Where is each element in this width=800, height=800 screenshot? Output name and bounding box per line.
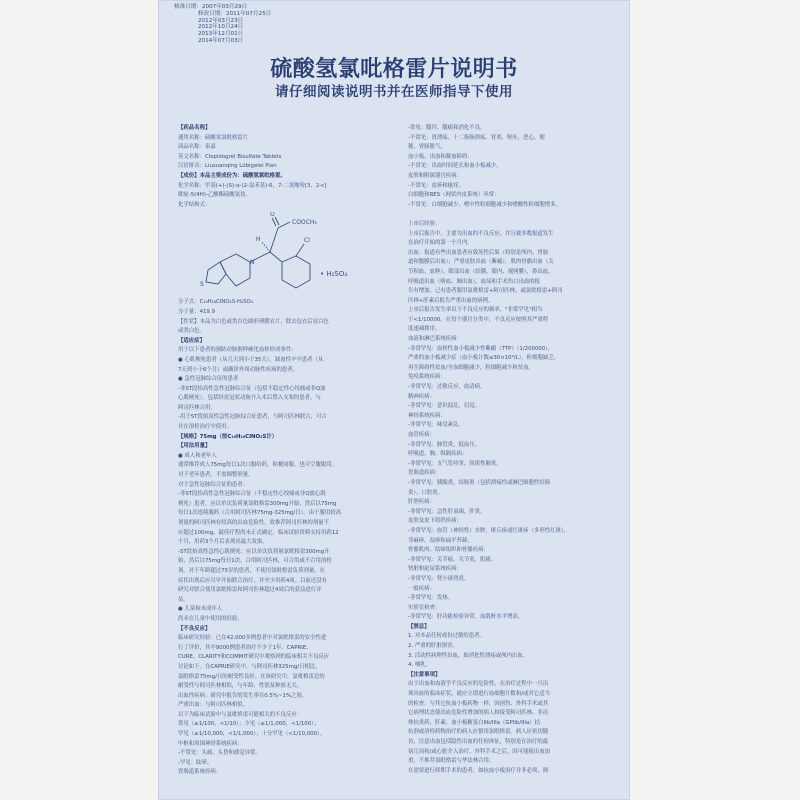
text-line: 骨骼肌肉、结缔组织和骨骼疾病： xyxy=(408,547,489,554)
text-line: 道和腹膜后出血）；严重皮肤出血（紫癜），肌肉骨骼出血（关 xyxy=(408,259,554,266)
text-line: 1. 对本品任何成份过敏的患者。 xyxy=(408,633,485,640)
text-line: 讨论如下。在CAPRIE研究中，与阿司匹林325mg/日相比， xyxy=(178,663,321,670)
text-line: 化学名称：甲基(+)-(S)-α-(2-氯苯基)-6，7-二氢噻吩[3，2-c] xyxy=(178,182,327,189)
text-line: 上市后报告发生率以下不良反应的频率，"非常罕见"相当 xyxy=(408,307,543,314)
text-line: 中枢和周围神经系统疾病： xyxy=(178,740,243,747)
text-line: 或类白色。 xyxy=(178,328,205,335)
text-line: 研究对联合使用氯吡格雷和阿司匹林超过4周后的获益进行评 xyxy=(178,587,322,594)
text-line: 再生障碍性贫血/全血细胞减少，粒细胞减少和贫血。 xyxy=(408,364,534,371)
text-line: 胃肠道疾病： xyxy=(408,470,441,477)
text-line: 胃肠道系统疾病： xyxy=(178,769,222,776)
text-line: -非常罕见：血栓性血小板减少性紫癜（TTP）（1/200000）， xyxy=(408,345,554,352)
text-line: 以下为临床试验中与氯吡格雷可能相关的不良反应： xyxy=(178,711,302,718)
text-line: 匹林+肝素后报告严重出血的病例。 xyxy=(408,297,494,304)
text-line: 行了评价，其中9000例患者治疗不少于1年。CAPRIE、 xyxy=(178,644,312,651)
text-line: 临床研究经验：已在42,000多例患者中对氯吡格雷的安全性进 xyxy=(178,635,327,642)
text-line: 严重的血小板减少症（血小板计数≤30×10⁹/L），粒细胞缺乏， xyxy=(408,355,560,362)
text-line: 吡啶-5(4H)-乙酸酯硫酸氢盐。 xyxy=(178,192,251,199)
text-line: 【性状】本品为白色或类白色圆形薄膜衣片，除去包衣后显白色 xyxy=(178,318,329,325)
text-line: 氯吡格雷75mg/日的耐受性良好。在该研究中，氯吡格雷总的 xyxy=(178,673,325,680)
document-subtitle: 请仔细阅读说明书并在医师指导下使用 xyxy=(275,84,513,100)
chemical-structure xyxy=(178,212,390,296)
text-line: -非常罕见：意识混乱，幻觉。 xyxy=(408,403,481,410)
text-line: 阿司匹林合用。 xyxy=(178,404,216,411)
text-line: 通常推荐成人75mg每日1次口服给药，和餐同服，也可空腹服用。 xyxy=(178,462,338,469)
text-line: -用于ST段抬高性急性冠脉综合征患者，与阿司匹林联合，可合 xyxy=(178,414,327,421)
text-line: 出血性疾病：研究中报告的发生率在0.5%~1%之间。 xyxy=(178,692,308,699)
section-heading: 【规格】75mg（按C₁₆H₁₆ClNO₂S计） xyxy=(178,433,278,440)
text-line: -常见：腹泻、腹痛和消化不良。 xyxy=(408,125,486,131)
text-line: -非常罕见：肝功能检验异常，血肌酐水平增高。 xyxy=(408,614,524,621)
text-line: 始，然后以75mg每日1次，合用阿司匹林，可合用或不合用溶栓 xyxy=(178,558,332,565)
text-line: -非常罕见：肾小球肾炎。 xyxy=(408,575,470,582)
text-line: 汉语拼音：Liusuanqing Lübigelei Pian xyxy=(178,163,277,170)
svg-text:O: O xyxy=(270,212,275,219)
text-line: 尚未在儿童中使用的经验。 xyxy=(178,615,243,622)
text-line: 肾脏和泌尿系统疾病： xyxy=(408,566,462,573)
text-line: 炎），口腔炎。 xyxy=(408,489,444,496)
text-line: 现出血的临床症状，就应立即进行血细胞计数和/或其它适当 xyxy=(408,691,550,698)
revision-date: 修改日期：2011年07月25日 xyxy=(198,10,272,17)
text-line: -非常罕见：支气管痉挛，间质性肺炎。 xyxy=(408,460,502,467)
text-line: 并在溶栓治疗中使用。 xyxy=(178,424,232,431)
salt-label: • H₂SO₄ xyxy=(320,270,348,279)
text-line: 症状出现后应尽早开始联合治疗，并至少用药4周。目前还没有 xyxy=(178,577,327,584)
section-heading: 【不良反应】 xyxy=(178,625,211,632)
text-line: 肝胆疾病： xyxy=(408,499,435,506)
text-line: 英文名称：Clopidogrel Bisulfate Tablets xyxy=(178,153,282,160)
text-line: 耐受性与阿司匹林相似，与年龄、性别及种族无关。 xyxy=(178,683,302,690)
revision-date: 核准日期：2007年03月29日 xyxy=(174,4,248,10)
text-line: ● 成人和老年人 xyxy=(178,452,217,459)
text-line: -非ST段抬高性急性冠脉综合征（不稳定性心绞痛或非Q波心肌 xyxy=(178,491,326,498)
text-line: 出血：报道有些出血患者有致死性后果（特别是颅内、胃肠 xyxy=(408,249,549,256)
text-line xyxy=(408,210,618,220)
text-line: 4. 哺乳。 xyxy=(408,662,432,669)
text-line: -非常罕见：胰腺炎，结肠炎（包括溃疡性或淋巴细胞性结肠 xyxy=(408,479,551,486)
text-line: 一般疾病： xyxy=(408,585,435,592)
text-line: -罕见：眩晕。 xyxy=(178,759,213,766)
text-line: 呼吸道、胸、纵隔疾病： xyxy=(408,451,468,458)
text-line: 罕见（≥1/10,000，<1/1,000）；十分罕见（<1/10,000）。 xyxy=(178,731,326,738)
text-line: 估。 xyxy=(178,596,189,603)
text-line: -非常罕见：血管（神经性）水肿，斑丘疹或红斑疹（多形性红斑）， xyxy=(408,527,569,534)
h-label: H xyxy=(256,236,261,244)
text-line: 血管疾病： xyxy=(408,432,435,438)
text-line: -非ST段抬高性急性冠脉综合征（包括不稳定性心绞痛或非Q波 xyxy=(178,385,326,392)
section-heading: 【适应症】 xyxy=(178,337,205,344)
revision-date: 2014年07月03日 xyxy=(198,37,244,44)
text-line: 7天到小于6个月）或确诊外周动脉性疾病的患者。 xyxy=(178,366,299,373)
text-line: 神经系统疾病： xyxy=(408,412,446,419)
text-line: 秘、胃肠胀气。 xyxy=(408,144,446,151)
text-line: 精神疾病： xyxy=(408,393,435,400)
text-line: 心肌梗死），包括经皮冠状动脉介入术后置入支架的患者，与 xyxy=(178,395,321,402)
text-line: 应超过100mg。最佳疗程尚未正式确定。临床试验资料支持用药12 xyxy=(178,529,339,536)
text-line: -非常罕见：关节痛，关节炎，肌痛。 xyxy=(408,556,497,563)
section-heading: 【禁忌】 xyxy=(408,623,430,630)
text-line: ● 儿童和未成年人 xyxy=(178,606,223,613)
text-line: 免疫系统疾病： xyxy=(408,374,446,381)
text-line: -非常罕见：发热。 xyxy=(408,595,454,602)
section-heading: 【药品名称】 xyxy=(178,125,211,131)
right-column xyxy=(408,124,618,800)
text-line: -不常见：头痛、头昏和感觉异常。 xyxy=(178,750,261,757)
text-line: 通用名称：硫酸氢氯吡格雷片 xyxy=(178,134,249,141)
text-line: 度递减排序。 xyxy=(408,326,441,333)
text-line: -非常罕见：脉管炎，低血压。 xyxy=(408,441,481,448)
text-line: 3. 活动性病理性出血，如消化性溃疡或颅内出血。 xyxy=(408,652,529,659)
text-line: 严重出血：与阿司匹林相似。 xyxy=(178,702,249,709)
text-line: 初几周和/或心脏介入治疗、外科手术之后。因可能使出血加 xyxy=(408,748,550,755)
text-line: 个月，用药3个月后表现出最大效果。 xyxy=(178,539,268,546)
text-line: -不常见：皮疹和瘙痒。 xyxy=(408,182,464,189)
text-line: 于<1/10000。在每个器官分类中，不良反应按照其严重程 xyxy=(408,316,549,323)
text-line: -不常见：出血时间延长和血小板减少。 xyxy=(408,163,502,170)
text-line: ● 急性冠脉综合征的患者 xyxy=(178,376,239,383)
text-line: -不常见：胃溃疡、十二指肠溃疡、胃炎、呕吐、恶心、便 xyxy=(408,134,545,141)
text-line: 在治疗开始的第一个月内。 xyxy=(408,240,473,247)
text-line: 白细胞和RES（网状内皮系统）异常： xyxy=(408,192,500,199)
text-line: 访，注意出血包括隐性出血的任何体征，特别是在治疗的最 xyxy=(408,739,549,745)
text-line: 每日1次连续服药（合用阿司匹林75mg-325mg/日）。由于服用较高 xyxy=(178,510,341,517)
text-line: -非常罕见：过敏反应，血清病。 xyxy=(408,384,486,391)
text-line: 剂。对于年龄超过75岁的患者，不使用氯吡格雷负荷剂量。在 xyxy=(178,567,326,574)
ester-label: COOCH₃ xyxy=(292,219,317,227)
text-line: -非常罕见：急性肝衰竭，肝炎。 xyxy=(408,508,486,515)
text-line: 化学结构式： xyxy=(178,201,211,208)
text-line: 呼吸道出血（咯血、肺出血），血尿和手术伤口出血的报 xyxy=(408,278,541,285)
text-line: 对于老年患者，不需调整剂量。 xyxy=(178,472,254,479)
text-line: 告有增加。已有患者服用氯吡格雷+阿司匹林、或氯吡格雷+阿司 xyxy=(408,288,563,295)
text-line: 在需要进行择期手术的患者，如抗血小板治疗并非必须，则 xyxy=(408,767,549,774)
text-line: 用于以下患者的预防动脉粥样硬化血栓形成事件： xyxy=(178,347,297,354)
revision-date: 2012年10月24日 xyxy=(198,24,244,31)
revision-date: 2013年12月01日 xyxy=(198,31,244,38)
section-heading: 【成份】本品主要成份为：硫酸氢氯吡格雷。 xyxy=(178,172,286,179)
revision-date: 2012年03月23日 xyxy=(198,17,244,24)
text-line: 2. 严重的肝脏损害。 xyxy=(408,643,458,650)
text-line: 分子式：C₁₆H₁₆ClNO₂S·H₂SO₄ xyxy=(178,299,253,306)
text-line: 对于急性冠脉综合征的患者： xyxy=(178,481,249,488)
text-line: 梗死）患者，应以单次负荷量氯吡格雷300mg开始，然后以75mg xyxy=(178,500,337,507)
text-line: 由于出血和血液学不良反应的危险性，在治疗过程中一旦出 xyxy=(408,681,549,688)
text-line: 的检查。与其它抗血小板药物一样，因创伤、外科手术或其 xyxy=(408,700,549,707)
text-line: 重，不推荐氯吡格雷与华法林合用。 xyxy=(408,758,495,765)
document-title: 硫酸氢氯吡格雷片说明书 xyxy=(270,57,518,82)
revision-dates xyxy=(174,4,271,45)
left-column xyxy=(178,124,390,800)
text-line: 实验室检查： xyxy=(408,604,441,611)
text-line: -非常罕见：味觉紊乱。 xyxy=(408,422,464,429)
text-line: 剂量的阿司匹林有较高的出血危险性，故推荐阿司匹林的剂量不 xyxy=(178,520,329,526)
s-label: S xyxy=(200,281,204,289)
text-line: 分子量：419.9 xyxy=(178,308,215,315)
section-heading: 【注意事项】 xyxy=(408,671,441,678)
section-heading: 【用法用量】 xyxy=(178,443,211,450)
text-line: 节积血、血肿），眼部出血（结膜、眼内、视网膜），鼻出血， xyxy=(408,268,554,275)
cl-label: Cl xyxy=(304,237,310,245)
text-line: 荨麻疹，湿疹和扁平苔藓。 xyxy=(408,537,473,544)
text-line: 皮肤和附属器官疾病： xyxy=(408,172,462,179)
text-line: 血小板、出血和凝血障碍： xyxy=(408,153,473,160)
n-label: N xyxy=(250,259,255,267)
text-line: 血液和淋巴系统疾病： xyxy=(408,336,462,343)
text-line: -不常见：白细胞减少，嗜中性粒细胞减少和嗜酸性粒细胞增多。 xyxy=(408,201,561,208)
text-line: -ST段抬高性急性心肌梗死：应以单次负荷量氯吡格雷300mg开 xyxy=(178,548,330,555)
text-line: 上市后经验： xyxy=(408,220,441,227)
text-line: ● 心肌梗死患者（从几天到小于35天），缺血性卒中患者（从 xyxy=(178,356,324,363)
text-line: CURE、CLARITY和COMMIT研究中观察到的临床相关不良反应 xyxy=(178,654,330,661)
text-line: 体抗炎药、肝素、血小板糖蛋白IIb/IIIa（GPIIb/IIIa）拮 xyxy=(408,719,541,726)
text-line: 商品名称：泰嘉 xyxy=(178,144,216,151)
text-line: 它病理状态使出血危险性增加的病人和接受阿司匹林、非甾 xyxy=(408,710,549,717)
text-line: 抗剂或溶栓药物治疗的病人应慎用氯吡格雷。病人应密切随 xyxy=(408,729,549,736)
text-line: 常见（≥1/100，<1/10）；少见（≥1/1,000，<1/100）； xyxy=(178,721,320,728)
text-line: 上市后报告中，主要为出血的不良反应，并且被多数报道发生 xyxy=(408,230,554,237)
text-line: 皮肤及皮下组织疾病： xyxy=(408,518,462,525)
